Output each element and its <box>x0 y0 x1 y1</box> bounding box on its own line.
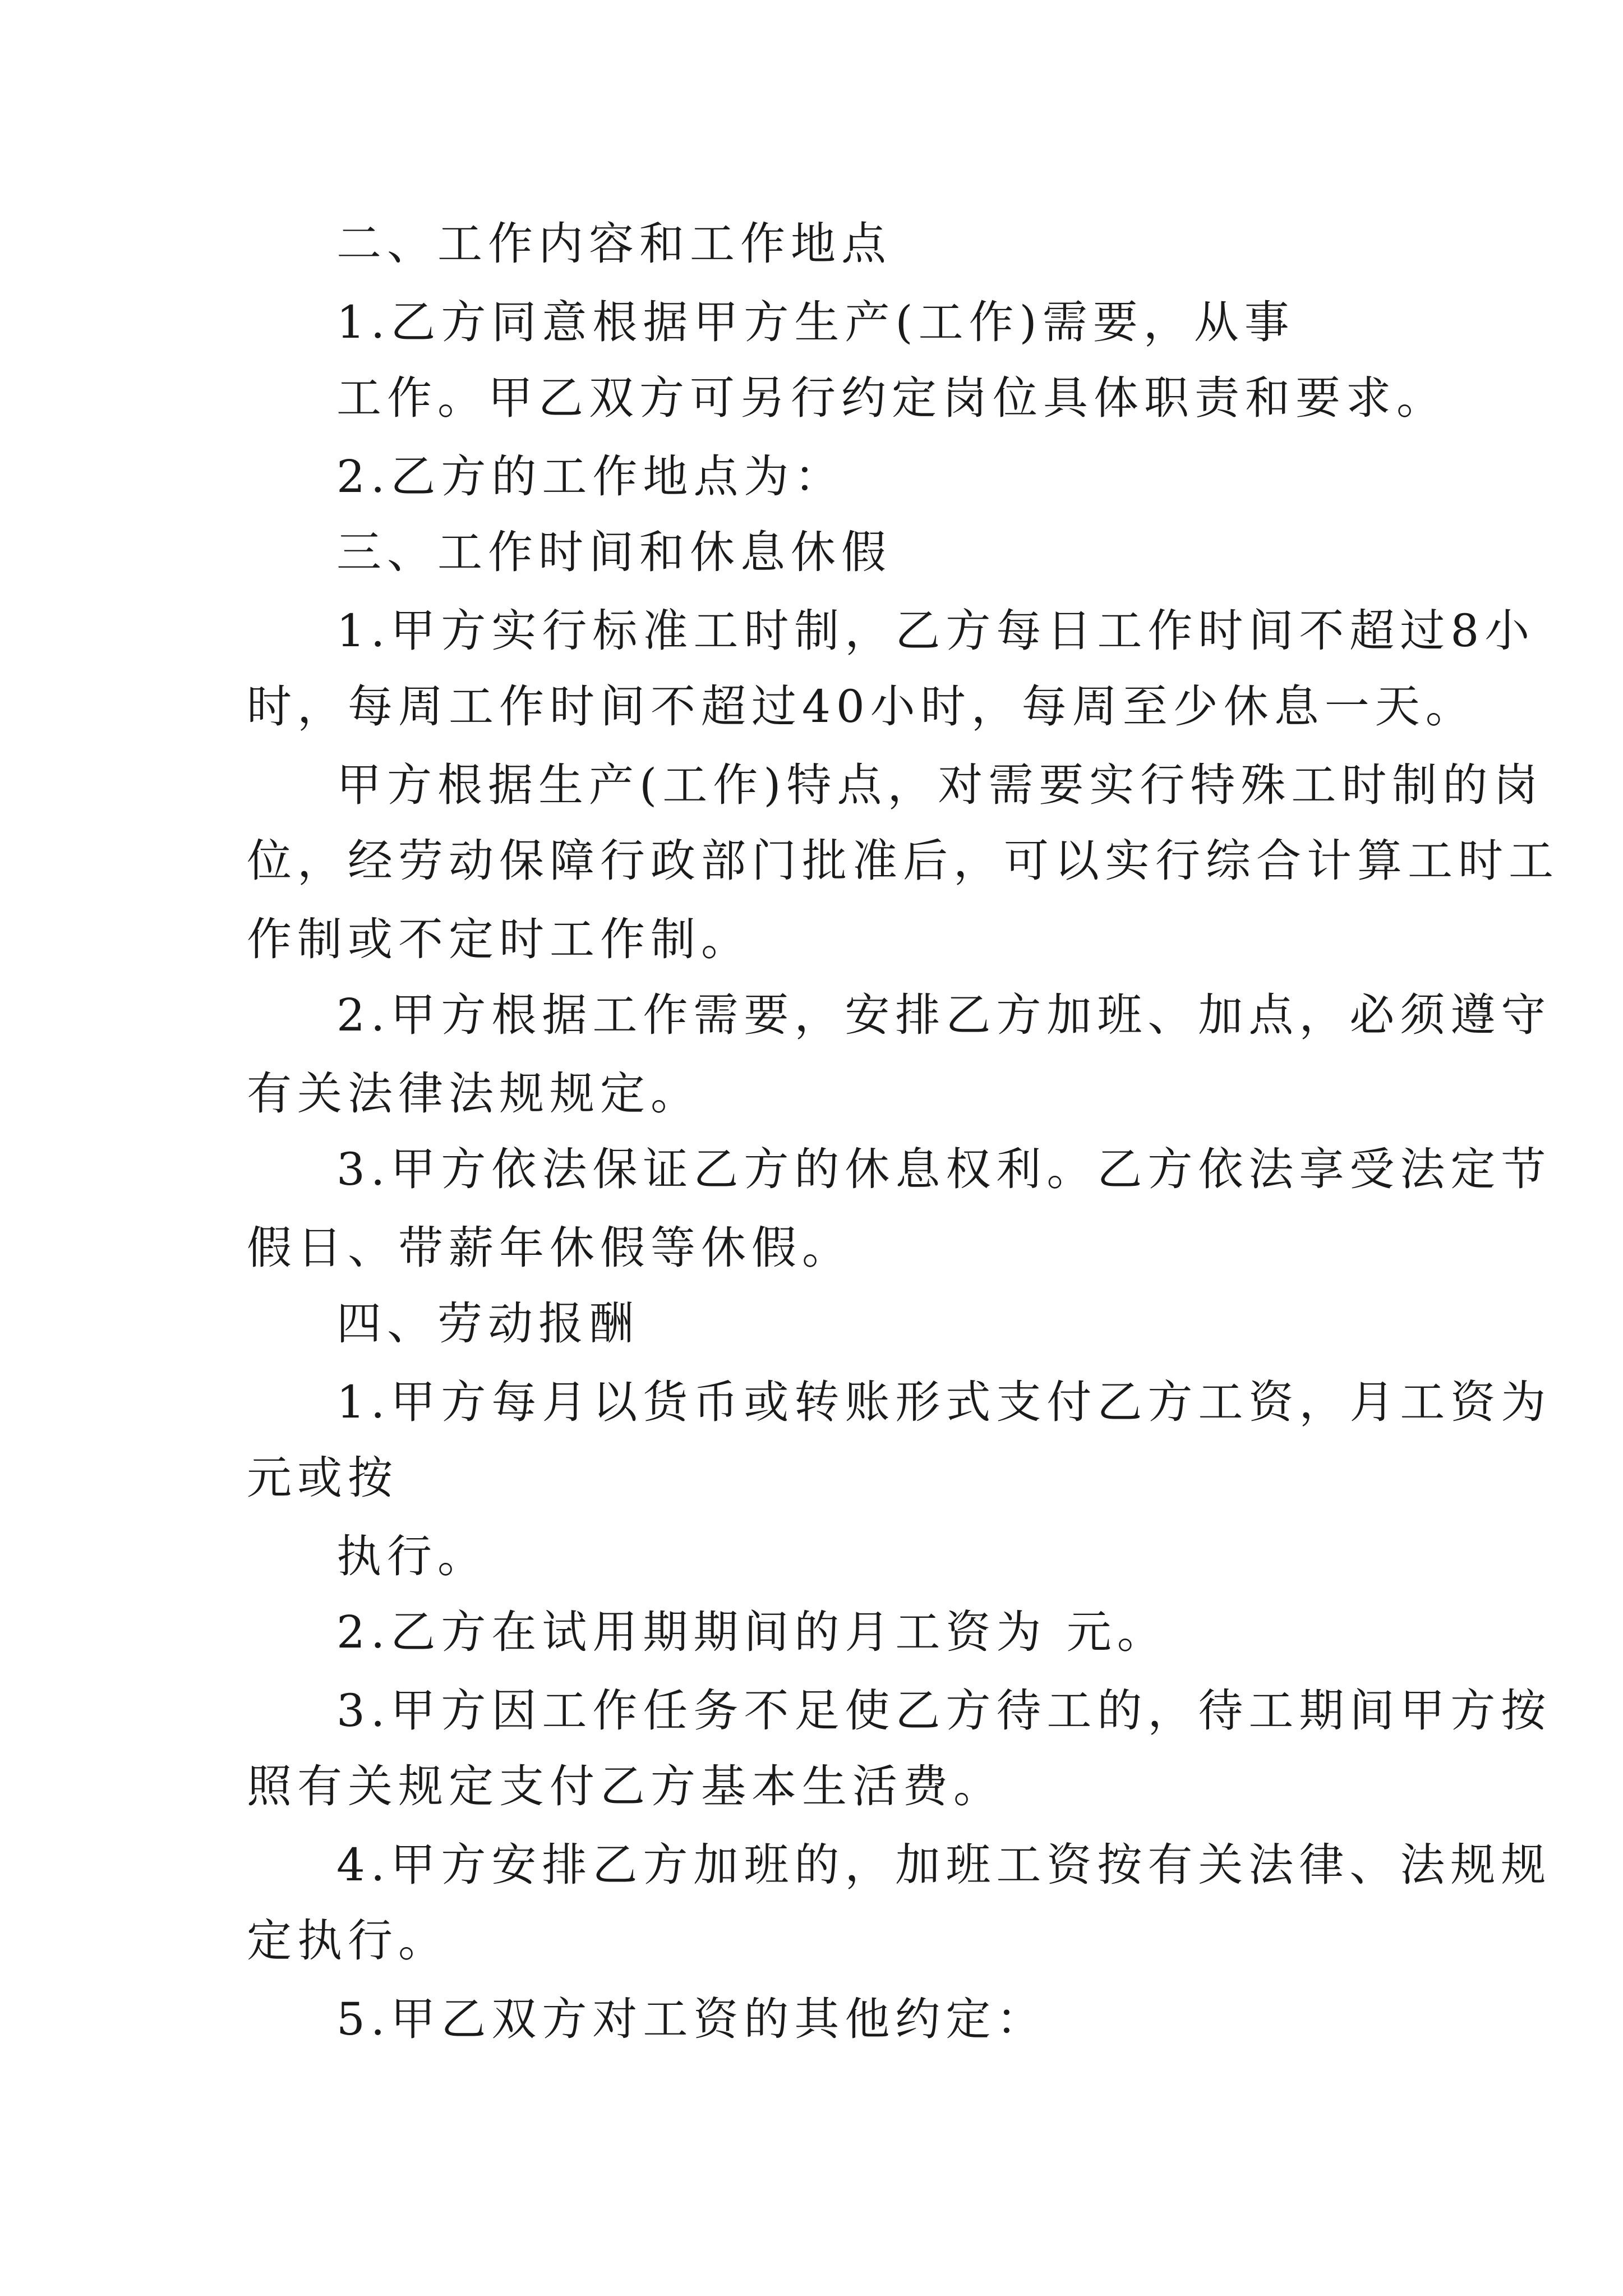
paragraph-line: 3.甲方因工作任务不足使乙方待工的，待工期间甲方按 <box>336 1685 1552 1737</box>
section-heading-2: 二、工作内容和工作地点 <box>336 218 892 270</box>
paragraph-line: 执行。 <box>336 1530 488 1582</box>
paragraph-line: 假日、带薪年休假等休假。 <box>247 1222 852 1274</box>
paragraph-line: 作制或不定时工作制。 <box>247 913 751 965</box>
paragraph-line: 元或按 <box>247 1452 398 1504</box>
paragraph-line: 定执行。 <box>247 1915 449 1967</box>
paragraph-line: 1.甲方实行标准工时制，乙方每日工作时间不超过8小 <box>336 605 1536 657</box>
paragraph-line: 2.乙方在试用期期间的月工资为 元。 <box>336 1606 1168 1658</box>
paragraph-line: 2.甲方根据工作需要，安排乙方加班、加点，必须遵守 <box>336 989 1552 1041</box>
paragraph-line: 甲方根据生产(工作)特点，对需要实行特殊工时制的岗 <box>336 759 1544 811</box>
paragraph-line: 照有关规定支付乙方基本生活费。 <box>247 1760 1004 1812</box>
paragraph-line: 4.甲方安排乙方加班的，加班工资按有关法律、法规规 <box>336 1839 1552 1891</box>
paragraph-line: 时，每周工作时间不超过40小时，每周至少休息一天。 <box>247 680 1476 733</box>
paragraph-line: 2.乙方的工作地点为： <box>336 450 845 503</box>
section-heading-3: 三、工作时间和休息休假 <box>336 526 892 578</box>
paragraph-line: 位，经劳动保障行政部门批准后，可以实行综合计算工时工 <box>247 835 1559 887</box>
paragraph-line: 5.甲乙双方对工资的其他约定： <box>336 1993 1047 2045</box>
section-heading-4: 四、劳动报酬 <box>336 1297 639 1350</box>
paragraph-line: 1.甲方每月以货币或转账形式支付乙方工资，月工资为 <box>336 1376 1552 1428</box>
paragraph-line: 3.甲方依法保证乙方的休息权利。乙方依法享受法定节 <box>336 1143 1552 1195</box>
paragraph-line: 有关法律法规规定。 <box>247 1068 701 1120</box>
paragraph-line: 1.乙方同意根据甲方生产(工作)需要，从事 <box>336 296 1295 348</box>
paragraph-line: 工作。甲乙双方可另行约定岗位具体职责和要求。 <box>336 372 1447 424</box>
